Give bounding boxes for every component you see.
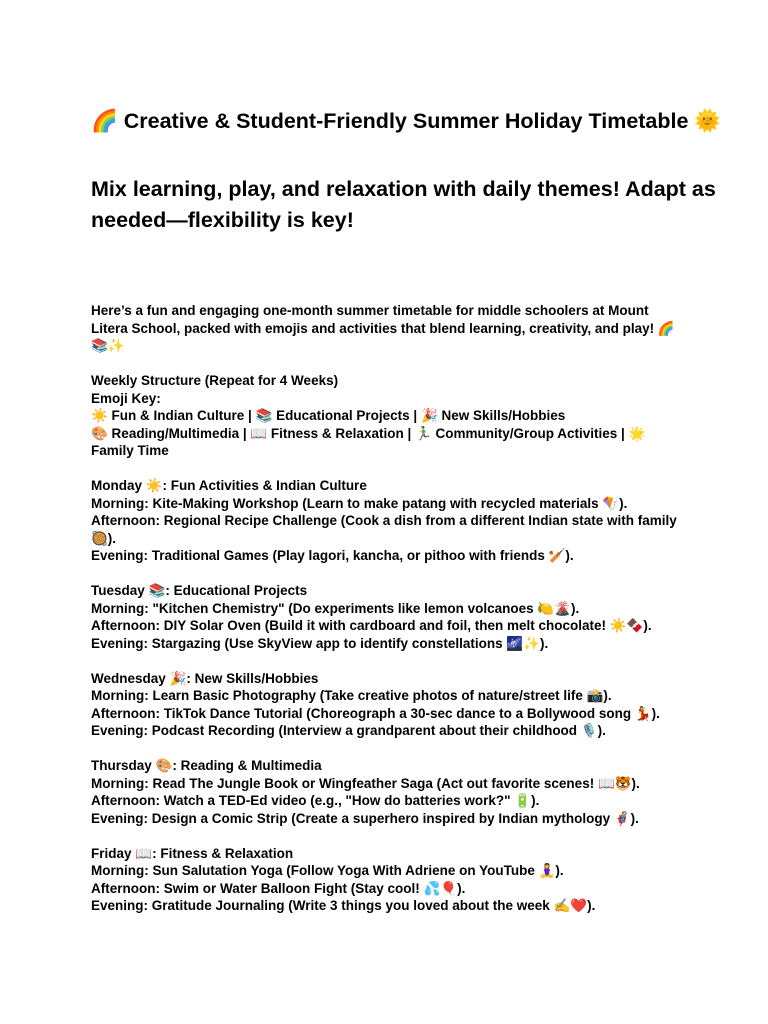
evening-activity: Evening: Podcast Recording (Interview a grandparent about their childhood 🎙️). <box>91 723 606 738</box>
evening-activity: Evening: Stargazing (Use SkyView app to identify constellations 🌌✨). <box>91 635 549 651</box>
document-body <box>91 302 681 932</box>
evening-activity: Evening: Design a Comic Strip (Create a superhero inspired by Indian mythology 🦸‍♂️). <box>91 810 639 826</box>
emoji-key-label: Emoji Key: <box>91 390 161 406</box>
day-section-thursday <box>91 757 681 827</box>
morning-activity: Morning: Learn Basic Photography (Take creative photos of nature/street life 📸). <box>91 688 612 703</box>
weekly-structure-section <box>91 372 681 460</box>
day-section-monday <box>91 477 681 565</box>
afternoon-activity: Afternoon: DIY Solar Oven (Build it with cardboard and foil, then melt chocolate! ☀️🍫). <box>91 618 652 633</box>
structure-heading: Weekly Structure (Repeat for 4 Weeks) <box>91 373 339 388</box>
day-heading: Thursday 🎨: Reading & Multimedia <box>91 758 322 773</box>
intro-paragraph: Here’s a fun and engaging one-month summer timetable for middle schoolers at Mount Litera School, packed with emojis and activities that blend learning, creativity, and play! 🌈📚✨ <box>91 303 675 353</box>
page-title: 🌈 Creative & Student-Friendly Summer Holiday Timetable 🌞 <box>91 109 722 133</box>
day-section-tuesday <box>91 582 681 652</box>
page-subtitle: Mix learning, play, and relaxation with daily themes! Adapt as needed—flexibility is key! <box>91 177 716 232</box>
day-section-friday <box>91 845 681 915</box>
morning-activity: Morning: Sun Salutation Yoga (Follow Yoga With Adriene on YouTube 🧘‍♀️). <box>91 863 564 878</box>
day-section-wednesday <box>91 670 681 740</box>
day-heading: Wednesday 🎉: New Skills/Hobbies <box>91 670 319 686</box>
evening-activity: Evening: Gratitude Journaling (Write 3 things you loved about the week ✍️❤️). <box>91 898 596 913</box>
morning-activity: Morning: Kite-Making Workshop (Learn to make patang with recycled materials 🪁). <box>91 495 628 511</box>
afternoon-activity: Afternoon: TikTok Dance Tutorial (Choreograph a 30-sec dance to a Bollywood song 💃). <box>91 705 660 721</box>
day-heading: Monday ☀️: Fun Activities & Indian Culture <box>91 478 367 493</box>
emoji-key-line-2: 🎨 Reading/Multimedia | 📖 Fitness & Relaxation | 🏃‍♂️ Community/Group Activities | 🌟 Family Time <box>91 425 646 458</box>
emoji-key-line-1: ☀️ Fun & Indian Culture | 📚 Educational Projects | 🎉 New Skills/Hobbies <box>91 408 566 423</box>
morning-activity: Morning: "Kitchen Chemistry" (Do experiments like lemon volcanoes 🍋🌋). <box>91 600 580 616</box>
day-heading: Friday 📖: Fitness & Relaxation <box>91 845 294 861</box>
afternoon-activity: Afternoon: Swim or Water Balloon Fight (Stay cool! 💦🎈). <box>91 880 466 896</box>
morning-activity: Morning: Read The Jungle Book or Wingfeather Saga (Act out favorite scenes! 📖🐯). <box>91 775 640 791</box>
afternoon-activity: Afternoon: Regional Recipe Challenge (Cook a dish from a different Indian state with family 🥘). <box>91 513 677 546</box>
day-heading: Tuesday 📚: Educational Projects <box>91 583 308 598</box>
evening-activity: Evening: Traditional Games (Play lagori, kancha, or pithoo with friends 🏏). <box>91 548 574 563</box>
afternoon-activity: Afternoon: Watch a TED-Ed video (e.g., "How do batteries work?" 🔋). <box>91 793 540 808</box>
